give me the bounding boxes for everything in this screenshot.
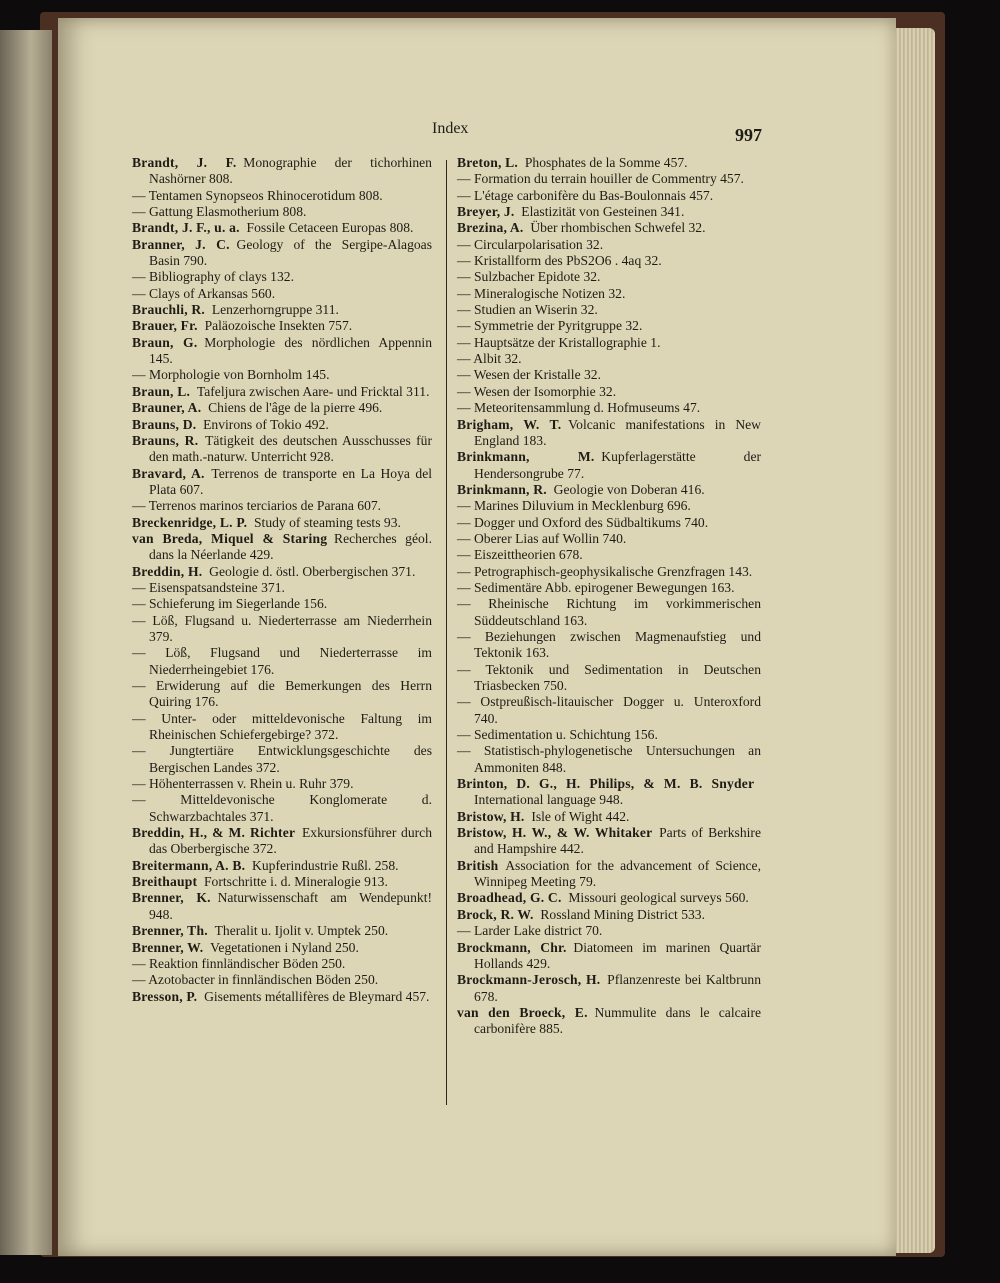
index-entry <box>132 318 432 334</box>
index-entry <box>457 743 761 776</box>
index-entry <box>457 515 761 531</box>
entry-author: Brenner, K. <box>132 890 211 906</box>
entry-title: Volcanic manifestations in New England 183. <box>474 416 762 448</box>
entry-title: Kupferindustrie Rußl. 258. <box>252 857 399 873</box>
entry-author: Branner, J. C. <box>132 236 230 252</box>
index-entry <box>457 237 761 253</box>
index-entry <box>457 400 761 416</box>
entry-author: Brenner, W. <box>132 939 204 955</box>
entry-title: — Jungtertiäre Entwicklungsgeschichte des Bergischen Landes 372. <box>132 743 432 775</box>
entry-title: Isle of Wight 442. <box>531 808 630 824</box>
index-entry <box>132 711 432 744</box>
index-entry <box>132 220 432 236</box>
index-entry <box>457 335 761 351</box>
index-entry <box>132 858 432 874</box>
index-entry <box>132 972 432 988</box>
entry-title: — Ostpreußisch-litauischer Dogger u. Unteroxford 740. <box>457 694 761 726</box>
entry-title: Nummulite dans le calcaire carbonifère 885. <box>474 1004 762 1037</box>
index-entry <box>457 564 761 580</box>
entry-title: — Erwiderung auf die Bemerkungen des Herrn Quiring 176. <box>132 678 432 710</box>
entry-title: — Meteoritensammlung d. Hofmuseums 47. <box>457 400 701 416</box>
index-entry <box>457 1005 761 1038</box>
entry-author: Bristow, H. W., & W. Whitaker <box>457 825 653 841</box>
entry-title: Parts of Berkshire and Hampshire 442. <box>474 825 761 857</box>
index-entry <box>132 188 432 204</box>
index-entry <box>457 890 761 906</box>
index-entry <box>457 776 761 809</box>
entry-author: British <box>457 857 499 873</box>
entry-title: — Bibliography of clays 132. <box>132 269 294 285</box>
entry-title: — Unter- oder mitteldevonische Faltung im Rheinischen Schiefergebirge? 372. <box>132 710 432 743</box>
entry-title: — Morphologie von Bornholm 145. <box>132 367 330 383</box>
index-entry <box>132 335 432 368</box>
entry-author: Bravard, A. <box>132 465 205 481</box>
entry-title: — Sedimentation u. Schichtung 156. <box>457 727 658 743</box>
index-entry <box>457 171 761 187</box>
index-entry <box>457 580 761 596</box>
entry-author: Brandt, J. F., u. a. <box>132 220 240 236</box>
index-entry <box>457 155 761 171</box>
index-entry <box>457 351 761 367</box>
index-entry <box>132 776 432 792</box>
index-entry <box>457 384 761 400</box>
entry-title: — Löß, Flugsand u. Niederterrasse am Niederrhein 379. <box>132 612 432 644</box>
entry-title: Recherches géol. dans la Néerlande 429. <box>149 530 432 563</box>
index-entry <box>132 237 432 270</box>
entry-author: Brockmann-Jerosch, H. <box>457 972 601 988</box>
entry-title: Über rhombischen Schwefel 32. <box>530 220 706 236</box>
entry-author: Brandt, J. F. <box>132 155 237 170</box>
entry-title: Elastizität von Gesteinen 341. <box>521 204 685 220</box>
entry-author: Brinkmann, R. <box>457 481 547 497</box>
entry-title: — Azotobacter in finnländischen Böden 250. <box>132 972 379 988</box>
index-entry <box>457 858 761 891</box>
entry-author: Braun, G. <box>132 334 198 350</box>
index-entry <box>132 204 432 220</box>
entry-title: Monographie der tichorhinen Nashörner 808. <box>149 155 432 187</box>
entry-title: — Tektonik und Sedimentation in Deutschen Triasbecken 750. <box>457 661 761 693</box>
index-entry <box>457 417 761 450</box>
entry-title: Missouri geological surveys 560. <box>568 890 749 906</box>
entry-title: — Eisenspatsandsteine 371. <box>132 579 285 595</box>
index-entry <box>457 188 761 204</box>
index-entry <box>457 662 761 695</box>
entry-title: Vegetationen i Nyland 250. <box>210 939 359 955</box>
entry-title: Association for the advancement of Science, Winnipeg Meeting 79. <box>474 857 761 890</box>
index-entry <box>457 531 761 547</box>
entry-title: Fossile Cetaceen Europas 808. <box>246 220 414 236</box>
entry-title: — Höhenterrassen v. Rhein u. Ruhr 379. <box>132 776 354 792</box>
index-entry <box>132 531 432 564</box>
entry-title: — Albit 32. <box>457 351 522 367</box>
entry-title: Phosphates de la Somme 457. <box>524 155 688 170</box>
index-entry <box>132 466 432 499</box>
entry-title: — Gattung Elasmotherium 808. <box>132 204 307 220</box>
index-entry <box>132 792 432 825</box>
entry-author: Brauner, A. <box>132 400 202 416</box>
entry-author: Brenner, Th. <box>132 923 208 939</box>
index-entry <box>132 564 432 580</box>
entry-title: Kupferlagerstätte der Hendersongrube 77. <box>474 449 761 481</box>
entry-title: — Mitteldevonische Konglomerate d. Schwarzbachtales 371. <box>132 792 432 824</box>
index-entry <box>132 417 432 433</box>
index-entry <box>457 547 761 563</box>
column-divider <box>446 160 447 1105</box>
index-entry <box>132 613 432 646</box>
entry-title: — Hauptsätze der Kristallographie 1. <box>457 334 661 350</box>
index-entry <box>457 727 761 743</box>
entry-author: Breddin, H. <box>132 563 203 579</box>
entry-author: Breckenridge, L. P. <box>132 514 248 530</box>
index-entry <box>457 694 761 727</box>
entry-author: Broadhead, G. C. <box>457 890 562 906</box>
index-entry <box>132 302 432 318</box>
left-page-edge <box>0 30 52 1255</box>
index-entry <box>457 940 761 973</box>
index-entry <box>132 515 432 531</box>
index-entry <box>457 269 761 285</box>
index-entry <box>132 956 432 972</box>
entry-title: Chiens de l'âge de la pierre 496. <box>208 400 383 416</box>
index-entry <box>132 743 432 776</box>
entry-title: Lenzerhorngruppe 311. <box>211 302 339 318</box>
entry-title: — Schieferung im Siegerlande 156. <box>132 596 328 612</box>
entry-title: Geologie von Doberan 416. <box>553 481 705 497</box>
entry-author: Brauer, Fr. <box>132 318 198 334</box>
index-entry <box>457 302 761 318</box>
entry-title: Paläozoische Insekten 757. <box>204 318 353 334</box>
index-entry <box>132 433 432 466</box>
entry-author: Brauns, R. <box>132 432 199 448</box>
entry-title: — Terrenos marinos terciarios de Parana 607. <box>132 498 382 514</box>
index-entry <box>132 498 432 514</box>
index-entry <box>457 253 761 269</box>
entry-title: Naturwissenschaft am Wendepunkt! 948. <box>149 890 433 922</box>
index-entry <box>457 286 761 302</box>
entry-author: Bresson, P. <box>132 988 198 1004</box>
index-entry <box>457 809 761 825</box>
entry-author: Brezina, A. <box>457 220 524 236</box>
entry-title: — Statistisch-phylogenetische Untersuchungen an Ammoniten 848. <box>457 743 761 775</box>
entry-title: Fortschritte i. d. Mineralogie 913. <box>204 874 388 890</box>
index-entry <box>457 629 761 662</box>
index-entry <box>457 482 761 498</box>
entry-author: Brinton, D. G., H. Philips, & M. B. Snyder <box>457 776 755 792</box>
entry-title: — Petrographisch-geophysikalische Grenzfragen 143. <box>457 563 753 579</box>
index-entry <box>132 155 432 188</box>
entry-author: Brigham, W. T. <box>457 416 562 432</box>
entry-author: Breddin, H., & M. Richter <box>132 825 296 841</box>
entry-author: van Breda, Miquel & Staring <box>132 530 328 546</box>
index-entry <box>457 596 761 629</box>
index-entry <box>132 400 432 416</box>
entry-title: — Wesen der Isomorphie 32. <box>457 383 617 399</box>
index-entry <box>132 269 432 285</box>
index-entry <box>132 923 432 939</box>
index-entry <box>457 367 761 383</box>
entry-author: Brinkmann, M. <box>457 449 595 465</box>
entry-title: — Oberer Lias auf Wollin 740. <box>457 530 627 546</box>
entry-author: Brauns, D. <box>132 416 197 432</box>
entry-title: Tafeljura zwischen Aare- und Fricktal 311. <box>196 383 430 399</box>
index-entry <box>457 449 761 482</box>
index-entry <box>132 384 432 400</box>
entry-title: Geology of the Sergipe-Alagoas Basin 790. <box>149 236 433 269</box>
entry-author: Braun, L. <box>132 383 191 399</box>
index-entry <box>132 645 432 678</box>
index-entry <box>457 220 761 236</box>
entry-title: — Larder Lake district 70. <box>457 923 603 939</box>
entry-author: Breitermann, A. B. <box>132 857 246 873</box>
index-entry <box>132 367 432 383</box>
entry-title: — Beziehungen zwischen Magmenaufstieg und Tektonik 163. <box>457 628 761 661</box>
entry-title: — Clays of Arkansas 560. <box>132 285 276 301</box>
index-entry <box>132 874 432 890</box>
index-entry <box>132 989 432 1005</box>
entry-title: — Tentamen Synopseos Rhinocerotidum 808. <box>132 187 383 203</box>
entry-title: Exkursionsführer durch das Oberbergische 372. <box>149 825 432 857</box>
index-entry <box>132 580 432 596</box>
entry-author: Bristow, H. <box>457 808 525 824</box>
entry-title: — Kristallform des PbS2O6 . 4aq 32. <box>457 253 662 269</box>
entry-author: van den Broeck, E. <box>457 1004 588 1020</box>
entry-title: Gisements métallifères de Bleymard 457. <box>204 988 430 1004</box>
entry-title: — Formation du terrain houiller de Commentry 457. <box>457 171 744 187</box>
entry-title: Environs of Tokio 492. <box>203 416 329 432</box>
entry-title: Rossland Mining District 533. <box>540 906 705 922</box>
entry-title: — Studien an Wiserin 32. <box>457 302 598 318</box>
index-entry <box>457 498 761 514</box>
entry-author: Brock, R. W. <box>457 906 534 922</box>
entry-author: Breton, L. <box>457 155 519 170</box>
entry-title: — Dogger und Oxford des Südbaltikums 740. <box>457 514 709 530</box>
entry-title: Geologie d. östl. Oberbergischen 371. <box>209 563 416 579</box>
index-entry <box>457 318 761 334</box>
index-entry <box>132 596 432 612</box>
index-entry <box>457 204 761 220</box>
entry-author: Brauchli, R. <box>132 302 206 318</box>
entry-title: Pflanzenreste bei Kaltbrunn 678. <box>474 972 761 1004</box>
page-number: 997 <box>735 125 762 145</box>
index-column-left <box>132 155 432 1005</box>
index-entry <box>457 907 761 923</box>
entry-title: Tätigkeit des deutschen Ausschusses für den math.-naturw. Unterricht 928. <box>149 432 433 465</box>
entry-title: Study of steaming tests 93. <box>254 514 401 530</box>
entry-title: Theralit u. Ijolit v. Umptek 250. <box>214 923 389 939</box>
entry-title: Terrenos de transporte en La Hoya del Plata 607. <box>149 465 433 497</box>
index-entry <box>132 940 432 956</box>
index-entry <box>132 825 432 858</box>
entry-title: — L'étage carbonifère du Bas-Boulonnais 457. <box>457 187 714 203</box>
index-entry <box>132 286 432 302</box>
entry-title: — Marines Diluvium in Mecklenburg 696. <box>457 498 691 514</box>
entry-title: — Sulzbacher Epidote 32. <box>457 269 601 285</box>
entry-title: International language 948. <box>474 792 624 808</box>
index-entry <box>457 825 761 858</box>
entry-title: — Symmetrie der Pyritgruppe 32. <box>457 318 643 334</box>
entry-title: — Eiszeittheorien 678. <box>457 547 583 563</box>
entry-title: Diatomeen im marinen Quartär Hollands 429. <box>474 939 761 971</box>
entry-title: — Circularpolarisation 32. <box>457 236 604 252</box>
index-entry <box>457 972 761 1005</box>
index-entry <box>132 678 432 711</box>
index-entry <box>132 890 432 923</box>
entry-author: Breyer, J. <box>457 204 515 220</box>
entry-author: Brockmann, Chr. <box>457 939 567 955</box>
entry-title: — Löß, Flugsand und Niederterrasse im Niederrheingebiet 176. <box>132 645 432 677</box>
entry-title: — Sedimentäre Abb. epirogener Bewegungen 163. <box>457 579 735 595</box>
running-head: Index <box>432 120 469 137</box>
entry-title: — Reaktion finnländischer Böden 250. <box>132 955 346 971</box>
index-entry <box>457 923 761 939</box>
index-column-right <box>457 155 761 1038</box>
entry-title: — Mineralogische Notizen 32. <box>457 285 626 301</box>
entry-title: — Wesen der Kristalle 32. <box>457 367 601 383</box>
entry-title: — Rheinische Richtung im vorkimmerischen Süddeutschland 163. <box>457 596 761 628</box>
entry-title: Morphologie des nördlichen Appennin 145. <box>149 334 432 367</box>
entry-author: Breithaupt <box>132 874 198 890</box>
